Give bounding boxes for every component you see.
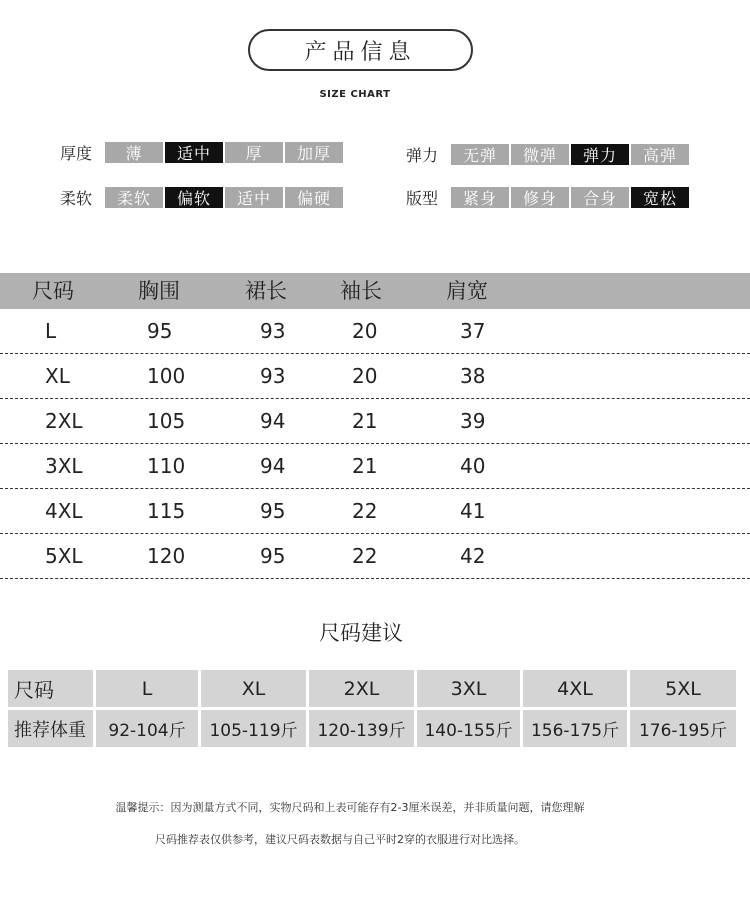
cell-size: 3XL (45, 454, 83, 478)
cell-sleeve: 20 (352, 364, 378, 388)
header-chest: 胸围 (138, 279, 180, 303)
attr-label-softness: 柔软 (60, 189, 93, 208)
table-row (0, 534, 750, 579)
thickness-option-selected: 适中 (165, 142, 223, 163)
cell-sleeve: 20 (352, 319, 378, 343)
cell-shoulder: 38 (460, 364, 486, 388)
attr-row-thickness (60, 141, 345, 164)
cell-sleeve: 22 (352, 499, 378, 523)
softness-option: 柔软 (105, 187, 163, 208)
cell-size: 2XL (45, 409, 83, 433)
attr-label-elasticity: 弹力 (406, 146, 439, 165)
page-title: 产品信息 (248, 29, 473, 71)
cell-chest: 110 (147, 454, 186, 478)
table-row (0, 444, 750, 489)
note-line-2: 尺码推荐表仅供参考，建议尺码表数据与自己平时2穿的衣服进行对比选择。 (155, 833, 525, 846)
cell-size: L (45, 319, 57, 343)
table-row (0, 354, 750, 399)
size-table (0, 273, 750, 579)
elasticity-option: 无弹 (451, 144, 509, 165)
cell-length: 95 (260, 544, 286, 568)
cell-length: 93 (260, 364, 286, 388)
thickness-option: 薄 (105, 142, 163, 163)
attr-label-thickness: 厚度 (60, 144, 93, 163)
cell-shoulder: 37 (460, 319, 486, 343)
elasticity-option: 微弹 (511, 144, 569, 165)
cell-length: 93 (260, 319, 286, 343)
rec-size-cell: 2XL (309, 670, 414, 707)
rec-size-cell: 5XL (630, 670, 736, 707)
cell-length: 94 (260, 409, 286, 433)
cell-chest: 100 (147, 364, 186, 388)
cell-shoulder: 41 (460, 499, 486, 523)
cell-sleeve: 21 (352, 454, 378, 478)
elasticity-option: 高弹 (631, 144, 689, 165)
table-row (0, 309, 750, 354)
fit-option: 紧身 (451, 187, 509, 208)
fit-option-selected: 宽松 (631, 187, 689, 208)
rec-size-cell: 3XL (417, 670, 520, 707)
fit-option: 修身 (511, 187, 569, 208)
thickness-option: 加厚 (285, 142, 343, 163)
header-length: 裙长 (245, 279, 287, 303)
rec-size-cell: XL (201, 670, 306, 707)
recommendation-title: 尺码建议 (319, 621, 403, 645)
cell-chest: 115 (147, 499, 186, 523)
cell-chest: 105 (147, 409, 186, 433)
fit-option: 合身 (571, 187, 629, 208)
subtitle-text: SIZE CHART (319, 89, 391, 100)
attr-row-fit (406, 186, 691, 209)
cell-sleeve: 21 (352, 409, 378, 433)
header-size: 尺码 (32, 279, 74, 303)
attr-row-softness (60, 186, 345, 209)
cell-shoulder: 39 (460, 409, 486, 433)
rec-weight-cell: 105-119斤 (201, 710, 306, 747)
rec-size-row (8, 670, 739, 710)
page-subtitle (0, 89, 710, 100)
softness-option: 适中 (225, 187, 283, 208)
header-sleeve: 袖长 (340, 279, 382, 303)
cell-size: XL (45, 364, 70, 388)
attr-label-fit: 版型 (406, 189, 439, 208)
rec-weight-cell: 156-175斤 (523, 710, 627, 747)
rec-weight-row (8, 710, 739, 750)
cell-sleeve: 22 (352, 544, 378, 568)
elasticity-option-selected: 弹力 (571, 144, 629, 165)
rec-weight-label: 推荐体重 (8, 710, 93, 747)
rec-weight-cell: 92-104斤 (96, 710, 198, 747)
rec-size-cell: 4XL (523, 670, 627, 707)
cell-chest: 120 (147, 544, 186, 568)
table-row (0, 489, 750, 534)
recommendation-table (8, 670, 739, 750)
attr-row-elasticity (406, 143, 691, 166)
cell-length: 95 (260, 499, 286, 523)
size-table-header (0, 273, 750, 309)
thickness-option: 厚 (225, 142, 283, 163)
cell-shoulder: 42 (460, 544, 486, 568)
softness-option-selected: 偏软 (165, 187, 223, 208)
cell-chest: 95 (147, 319, 173, 343)
rec-weight-cell: 176-195斤 (630, 710, 736, 747)
rec-size-cell: L (96, 670, 198, 707)
cell-length: 94 (260, 454, 286, 478)
cell-shoulder: 40 (460, 454, 486, 478)
rec-size-label: 尺码 (8, 670, 93, 707)
header-shoulder: 肩宽 (446, 279, 488, 303)
table-row (0, 399, 750, 444)
softness-option: 偏硬 (285, 187, 343, 208)
rec-weight-cell: 140-155斤 (417, 710, 520, 747)
cell-size: 4XL (45, 499, 83, 523)
cell-size: 5XL (45, 544, 83, 568)
rec-weight-cell: 120-139斤 (309, 710, 414, 747)
note-line-1: 温馨提示：因为测量方式不同，实物尺码和上表可能存有2-3厘米误差，并非质量问题，请您理解 (115, 801, 585, 814)
